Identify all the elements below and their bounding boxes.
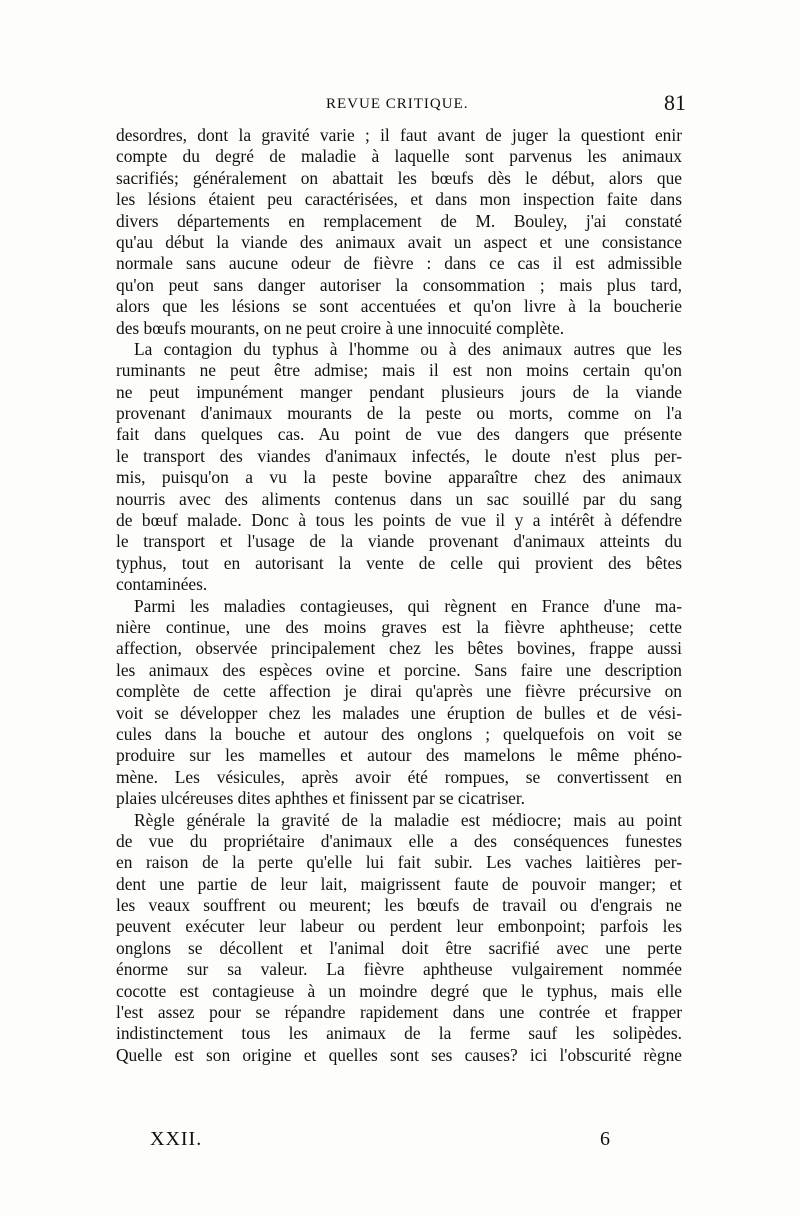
text-line: plaies ulcéreuses dites aphthes et finissent par se cicatriser.	[116, 788, 526, 809]
text-line: les lésions étaient peu caractérisées, et dans mon inspection faite dans	[116, 189, 682, 210]
text-line: typhus, tout en autorisant la vente de celle qui provient des bêtes	[116, 552, 682, 573]
sheet-number: 6	[600, 1128, 610, 1150]
text-line: contaminées.	[116, 574, 208, 595]
body-text	[116, 125, 682, 1123]
text-line: complète de cette affection je dirai qu'après une fièvre précursive on	[116, 681, 682, 702]
paragraph-start-line: La contagion du typhus à l'homme ou à des animaux autres que les	[134, 338, 682, 359]
text-line: provenant d'animaux mourants de la peste ou morts, comme on l'a	[116, 403, 682, 424]
text-line: peuvent exécuter leur labeur ou perdent leur embonpoint; parfois les	[116, 916, 682, 937]
text-line: alors que les lésions se sont accentuées et qu'on livre à la boucherie	[116, 296, 682, 317]
page-footer	[150, 1128, 610, 1158]
text-line: affection, observée principalement chez les bêtes bovines, frappe aussi	[116, 638, 682, 659]
text-line: cocotte est contagieuse à un moindre degré que le typhus, mais elle	[116, 980, 682, 1001]
page-header	[116, 90, 686, 120]
text-line: nourris avec des aliments contenus dans un sac souillé par du sang	[116, 488, 682, 509]
text-line: fait dans quelques cas. Au point de vue des dangers que présente	[116, 424, 682, 445]
text-line: normale sans aucune odeur de fièvre : dans ce cas il est admissible	[116, 253, 682, 274]
text-line: sacrifiés; généralement on abattait les bœufs dès le début, alors que	[116, 167, 682, 188]
text-line: qu'au début la viande des animaux avait un aspect et une consistance	[116, 231, 682, 252]
text-line: divers départements en remplacement de M. Bouley, j'ai constaté	[116, 210, 682, 231]
text-line: les animaux des espèces ovine et porcine. Sans faire une description	[116, 659, 682, 680]
text-line: qu'on peut sans danger autoriser la consommation ; mais plus tard,	[116, 274, 682, 295]
text-line: de bœuf malade. Donc à tous les points de vue il y a intérêt à défendre	[116, 510, 682, 531]
text-line: des bœufs mourants, on ne peut croire à une innocuité complète.	[116, 317, 565, 338]
text-line: voit se développer chez les malades une éruption de bulles et de vési-	[116, 702, 682, 723]
text-line: mène. Les vésicules, après avoir été rompues, se convertissent en	[116, 766, 682, 787]
text-line: nière continue, une des moins graves est la fièvre aphtheuse; cette	[116, 616, 682, 637]
text-line: ruminants ne peut être admise; mais il est non moins certain qu'on	[116, 360, 682, 381]
text-line: le transport des viandes d'animaux infectés, le doute n'est plus per-	[116, 445, 682, 466]
text-line: les veaux souffrent ou meurent; les bœufs de travail ou d'engrais ne	[116, 895, 682, 916]
text-line: desordres, dont la gravité varie ; il faut avant de juger la questiont enir	[116, 125, 682, 145]
text-line: dent une partie de leur lait, maigrissent faute de pouvoir manger; et	[116, 873, 682, 894]
text-line: cules dans la bouche et autour des onglons ; quelquefois on voit se	[116, 723, 682, 744]
text-line: ne peut impunément manger pendant plusieurs jours de la viande	[116, 381, 682, 402]
paragraph-start-line: Règle générale la gravité de la maladie est médiocre; mais au point	[134, 809, 682, 830]
text-line: compte du degré de maladie à laquelle sont parvenus les animaux	[116, 146, 682, 167]
text-line: le transport et l'usage de la viande provenant d'animaux atteints du	[116, 531, 682, 552]
text-line: énorme sur sa valeur. La fièvre aphtheuse vulgairement nommée	[116, 959, 682, 980]
text-line: indistinctement tous les animaux de la ferme sauf les solipèdes.	[116, 1023, 682, 1044]
text-line: Quelle est son origine et quelles sont ses causes? ici l'obscurité règne	[116, 1044, 682, 1065]
text-line: en raison de la perte qu'elle lui fait subir. Les vaches laitières per-	[116, 852, 682, 873]
page-number: 81	[664, 90, 686, 115]
paragraph-start-line: Parmi les maladies contagieuses, qui règnent en France d'une ma-	[134, 595, 682, 616]
text-line: onglons se décollent et l'animal doit être sacrifié avec une perte	[116, 937, 682, 958]
signature-mark: XXII.	[150, 1128, 203, 1150]
text-line: de vue du propriétaire d'animaux elle a des conséquences funestes	[116, 830, 682, 851]
text-line: l'est assez pour se répandre rapidement dans une contrée et frapper	[116, 1002, 682, 1023]
text-line: produire sur les mamelles et autour des mamelons le même phéno-	[116, 745, 682, 766]
text-line: mis, puisqu'on a vu la peste bovine apparaître chez des animaux	[116, 467, 682, 488]
running-title: REVUE CRITIQUE.	[326, 96, 469, 112]
